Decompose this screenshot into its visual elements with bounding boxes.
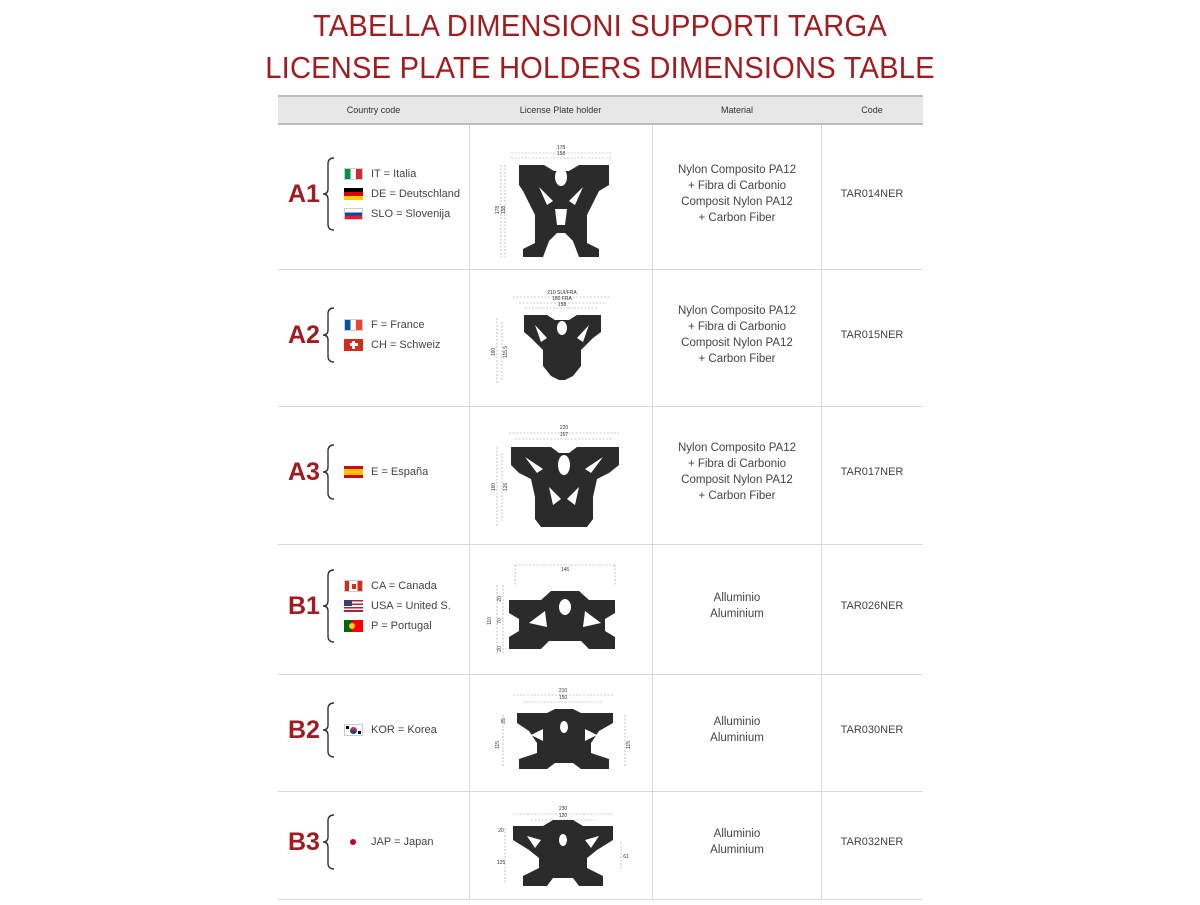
pt-flag (344, 620, 363, 632)
ch-flag (344, 339, 363, 351)
it-flag (344, 168, 363, 180)
table-row (278, 545, 923, 675)
plate-holder-shape (513, 820, 613, 886)
country-label: SLO = Slovenija (371, 207, 451, 220)
plate-holder-drawing (469, 270, 652, 407)
group-code: B3 (288, 828, 320, 856)
country-item (344, 596, 451, 616)
dimension-label: 180 FRA (552, 296, 572, 302)
plate-holder-drawing (469, 545, 652, 675)
material-line: Aluminium (710, 731, 764, 744)
country-label: F = France (371, 318, 425, 331)
dimension-label: 178 (495, 205, 501, 215)
group-code: B2 (288, 715, 320, 744)
dimension-label: 25 (501, 718, 507, 724)
country-item (344, 832, 433, 852)
curly-brace-icon (322, 814, 338, 870)
material-line: Composit Nylon PA12 (681, 474, 793, 486)
dimension-label: 61 (623, 854, 629, 860)
dimension-label: 115.5 (503, 345, 509, 359)
dimension-label: 120 (558, 813, 568, 819)
country-item (344, 616, 451, 636)
material-line: + Carbon Fiber (698, 490, 776, 502)
dimension-label: 160 (491, 482, 497, 492)
plate-holder-shape (517, 709, 613, 769)
country-label: KOR = Korea (371, 723, 437, 736)
product-code: TAR014NER (840, 187, 904, 200)
material-line: Nylon Composito PA12 (677, 442, 797, 454)
dimension-label: 20 (497, 596, 503, 602)
country-item (344, 462, 428, 482)
country-label: JAP = Japan (371, 836, 434, 848)
curly-brace-icon (322, 444, 338, 500)
material-line: Composit Nylon PA12 (681, 336, 793, 349)
product-code: TAR026NER (840, 600, 904, 612)
header-code: Code (861, 105, 883, 115)
header-license-plate-holder: License Plate holder (519, 105, 602, 115)
curly-brace-icon (322, 702, 338, 758)
us-flag (344, 600, 363, 612)
material-line: + Fibra di Carbonio (687, 179, 787, 192)
dimension-label: 110 (487, 617, 493, 625)
plate-hole (559, 834, 567, 846)
product-code: TAR017NER (840, 466, 904, 478)
si-flag (344, 208, 363, 220)
material-cell (653, 826, 821, 858)
header-country-code: Country code (346, 105, 401, 115)
dimension-label: 220 (559, 425, 569, 431)
plate-hole (557, 321, 567, 335)
material-line: Aluminium (710, 844, 764, 856)
country-label: USA = United S. (371, 600, 451, 612)
country-item (344, 164, 460, 184)
material-cell (653, 440, 821, 504)
material-line: Alluminio (713, 592, 761, 604)
plate-hole (560, 721, 568, 733)
dimension-label: 70 (497, 618, 503, 624)
curly-brace-icon (322, 157, 338, 231)
material-cell (653, 162, 821, 226)
group-code: A2 (288, 320, 320, 349)
product-code: TAR015NER (840, 328, 904, 341)
material-cell (653, 303, 821, 367)
plate-holder-shape (509, 591, 615, 649)
country-label: CH = Schweiz (371, 338, 441, 351)
product-code: TAR030NER (840, 723, 904, 736)
dimension-label: 210 (558, 688, 568, 694)
country-item (344, 184, 460, 204)
material-line: Nylon Composito PA12 (677, 163, 797, 176)
plate-holder-svg (469, 545, 652, 675)
country-list (344, 315, 440, 355)
material-cell (653, 590, 821, 622)
dimension-label: 115 (495, 741, 501, 749)
dimension-label: 115 (626, 741, 632, 749)
dimension-label: 158 (556, 151, 566, 157)
country-item (344, 335, 440, 355)
dimension-label: 146 (560, 567, 570, 573)
jp-flag (344, 836, 363, 848)
dimension-label: 158 (501, 205, 507, 215)
country-list (344, 576, 451, 636)
dimension-label: 178 (556, 145, 566, 151)
plate-holder-svg (469, 407, 652, 545)
material-cell (653, 714, 821, 746)
group-code: A1 (288, 179, 320, 208)
material-line: Nylon Composito PA12 (677, 304, 797, 317)
country-item (344, 720, 437, 740)
country-label: CA = Canada (371, 580, 437, 592)
material-line: Alluminio (713, 715, 761, 728)
table-row (278, 675, 923, 792)
country-item (344, 204, 460, 224)
es-flag (344, 466, 363, 478)
fr-flag (344, 319, 363, 331)
country-label: P = Portugal (371, 620, 432, 632)
dimension-label: 210 SUI/FRA (547, 290, 577, 296)
country-label: E = España (371, 466, 429, 478)
dimension-label: 230 (558, 806, 568, 812)
material-line: + Carbon Fiber (698, 211, 776, 224)
dimension-label: 157 (559, 432, 569, 438)
plate-holder-drawing (469, 675, 652, 792)
table-row (278, 407, 923, 545)
dimension-label: 20 (497, 646, 503, 652)
material-line: + Fibra di Carbonio (687, 320, 787, 333)
dimension-label: 150 (558, 695, 568, 701)
table-row (278, 792, 923, 900)
dimension-label: 126 (503, 482, 509, 492)
plate-holder-svg (469, 675, 652, 792)
table-row (278, 125, 923, 270)
title-english: LICENSE PLATE HOLDERS DIMENSIONS TABLE (265, 50, 935, 85)
material-line: Alluminio (713, 828, 761, 840)
material-line: Composit Nylon PA12 (681, 195, 793, 208)
group-code: B1 (288, 592, 320, 620)
curly-brace-icon (322, 569, 338, 643)
plate-holder-drawing (469, 125, 652, 270)
plate-holder-drawing (469, 407, 652, 545)
material-line: Aluminium (710, 608, 764, 620)
dimension-label: 160 (491, 347, 497, 357)
plate-hole (559, 599, 571, 615)
country-item (344, 576, 451, 596)
dimension-label: 125 (496, 860, 506, 866)
product-code: TAR032NER (840, 836, 904, 848)
curly-brace-icon (322, 307, 338, 363)
country-list (344, 462, 428, 482)
dimension-label: 158 (557, 302, 567, 308)
table-header (278, 95, 923, 125)
group-code: A3 (288, 458, 320, 486)
plate-holder-svg (469, 270, 652, 407)
material-line: + Carbon Fiber (698, 352, 776, 365)
table-row (278, 270, 923, 407)
plate-hole (555, 168, 567, 186)
country-label: IT = Italia (371, 167, 417, 180)
header-material: Material (720, 105, 753, 115)
title-italian: TABELLA DIMENSIONI SUPPORTI TARGA (312, 8, 888, 43)
plate-holder-svg (469, 792, 652, 900)
dimension-label: 20 (498, 828, 504, 834)
plate-holder-drawing (469, 792, 652, 900)
material-line: + Fibra di Carbonio (687, 458, 787, 470)
plate-hole (558, 455, 570, 475)
plate-holder-svg (469, 125, 652, 270)
country-item (344, 315, 440, 335)
ca-flag (344, 580, 363, 592)
kr-flag (344, 724, 363, 736)
country-label: DE = Deutschland (371, 187, 460, 200)
de-flag (344, 188, 363, 200)
country-list (344, 164, 460, 224)
country-list (344, 832, 433, 852)
country-list (344, 720, 437, 740)
